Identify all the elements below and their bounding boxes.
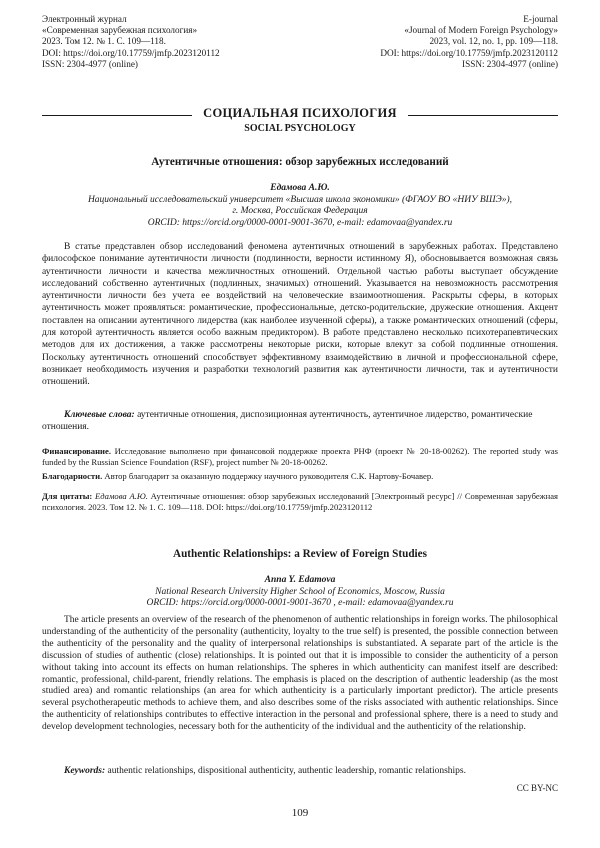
- author-name-en: Anna Y. Edamova: [264, 575, 336, 585]
- citation-text: Аутентичные отношения: обзор зарубежных исследований [Электронный ресурс] // Современная зарубежная психология. 2023. Том 12. № 1. С. 109—118. DOI: https://doi.org/10.17759/jmfp.2023120112: [42, 491, 558, 512]
- keywords-label-en: Keywords:: [64, 766, 106, 776]
- keywords-label-ru: Ключевые слова:: [64, 410, 135, 420]
- section-title-ru: СОЦИАЛЬНАЯ ПСИХОЛОГИЯ: [203, 106, 397, 120]
- affiliation-en: National Research University Higher School of Economics, Moscow, Russia: [155, 586, 445, 597]
- keywords-en: [42, 765, 558, 777]
- orcid-email-ru: ORCID: https://orcid.org/0000-0001-9001-3670, e-mail: edamovaa@yandex.ru: [147, 217, 453, 228]
- license-label: CC BY-NC: [516, 783, 558, 793]
- header-left-line: 2023. Том 12. № 1. С. 109—118.: [42, 36, 166, 47]
- acknowledgements-text: Автор благодарит за оказанную поддержку научного руководителя С.К. Нартову-Бочавер.: [104, 471, 434, 481]
- author-block-en: [60, 575, 540, 610]
- section-heading: [42, 103, 558, 139]
- abstract-en: The article presents an overview of the research of the phenomenon of authentic relationships in foreign works. The philosophical understanding of the authenticity of the personality (authenticity, loyalty to the true self) is presented, the possible connection between the authenticity of the personality and the quality of interpersonal relationships is substantiated. A separate part of the article is the discussion of studies of authentic (close) relationships. It is pointed out that it is impossible to consider the authenticity of a person without taking into account its effects on human relationships. The spheres in which authenticity can manifest itself are described: romantic, professional, child-parent, friendly relations. The emphasis is placed on the description of authentic leadership (as the most studied area) and romantic relationships (an area for which authenticity is a particularly important predictor). The article presents several psychotherapeutic methods to achieve them, and also describes some of the risks associated with authentic relationships. Since the authenticity of relationships contributes to effective interaction in the personal and professional sphere, there is a need to study and develop development technologies, necessary both for the authenticity of the individual and the authenticity of the relationship.: [42, 615, 558, 733]
- author-name-ru: Едамова А.Ю.: [270, 183, 330, 193]
- keywords-text-ru: аутентичные отношения, диспозиционная аутентичность, аутентичное лидерство, романтические отношения.: [42, 410, 533, 433]
- affiliation-ru-line: г. Москва, Российская Федерация: [232, 206, 368, 217]
- affiliation-ru-line: Национальный исследовательский университет «Высшая школа экономики» (ФГАОУ ВО «НИУ ВШЭ»),: [87, 194, 513, 205]
- keywords-text-en: authentic relationships, dispositional authenticity, authentic leadership, romantic relationships.: [107, 766, 466, 776]
- author-block-ru: [60, 183, 540, 229]
- header-left-journal-info: [42, 14, 220, 70]
- header-left-line: Электронный журнал: [42, 14, 127, 24]
- acknowledgements-label: Благодарности.: [42, 471, 103, 481]
- keywords-ru: [42, 409, 558, 434]
- header-right-line: DOI: https://doi.org/10.17759/jmfp.2023120112: [380, 47, 558, 58]
- section-title-en: SOCIAL PSYCHOLOGY: [244, 123, 356, 134]
- header-right-line: ISSN: 2304-4977 (online): [462, 58, 558, 69]
- article-title-en: Authentic Relationships: a Review of Foreign Studies: [172, 548, 427, 560]
- header-right-line: «Journal of Modern Foreign Psychology»: [404, 25, 558, 36]
- header-right-journal-info: [380, 14, 558, 70]
- citation-note: [42, 491, 558, 513]
- acknowledgements-note: [42, 471, 558, 482]
- abstract-ru: В статье представлен обзор исследований феномена аутентичных отношений в зарубежных работах. Представлено философское понимание аутентичности личности (подлинности, верности истинному Я), обосновывается возможная связь аутентичности личности и качества межличностных отношений. Отдельной частью работы выступает обсуждение исследований собственно аутентичных (подлинных, значимых) отношений. Указывается на невозможность рассмотрения аутентичности личности без учета ее воздействий на человеческие взаимоотношения. Раскрыты сферы, в которых аутентичность может проявляться: романтические, профессиональные, детско-родительские, дружеские отношения. Акцент поставлен на описании аутентичного лидерства (как наиболее изученной сферы), а также романтических отношений (сферы, для которой аутентичность является особо важным предиктором). В работе представлено несколько психотерапевтических методов для их достижения, а также рассмотрены некоторые риски, которые влекут за собой подлинные отношения. Поскольку аутентичность отношений способствует эффективному взаимодействию в личной и профессиональной сфере, возникает необходимость изучения и разработки технологий развития как аутентичности личности, так и аутентичности отношений.: [42, 242, 558, 388]
- orcid-email-en: ORCID: https://orcid.org/0000-0001-9001-3670 , e-mail: edamovaa@yandex.ru: [146, 598, 454, 609]
- page-number: 109: [291, 807, 309, 819]
- funding-note: [42, 446, 558, 468]
- header-left-line: ISSN: 2304-4977 (online): [42, 58, 138, 69]
- header-right-line: E-journal: [523, 14, 558, 24]
- header-left-line: «Современная зарубежная психология»: [42, 25, 198, 36]
- citation-label: Для цитаты:: [42, 491, 93, 501]
- citation-author: Едамова А.Ю.: [95, 491, 148, 501]
- header-right-line: 2023, vol. 12, no. 1, pp. 109—118.: [429, 36, 558, 47]
- header-left-line: DOI: https://doi.org/10.17759/jmfp.2023120112: [42, 47, 220, 58]
- article-title-ru: Аутентичные отношения: обзор зарубежных исследований: [151, 156, 449, 168]
- funding-text: Исследование выполнено при финансовой поддержке проекта РНФ (проект № 20-18-00262). The reported study was funded by the Russian Science Foundation (RSF), project number № 20-18-00262.: [42, 446, 558, 467]
- funding-label: Финансирование.: [42, 446, 111, 456]
